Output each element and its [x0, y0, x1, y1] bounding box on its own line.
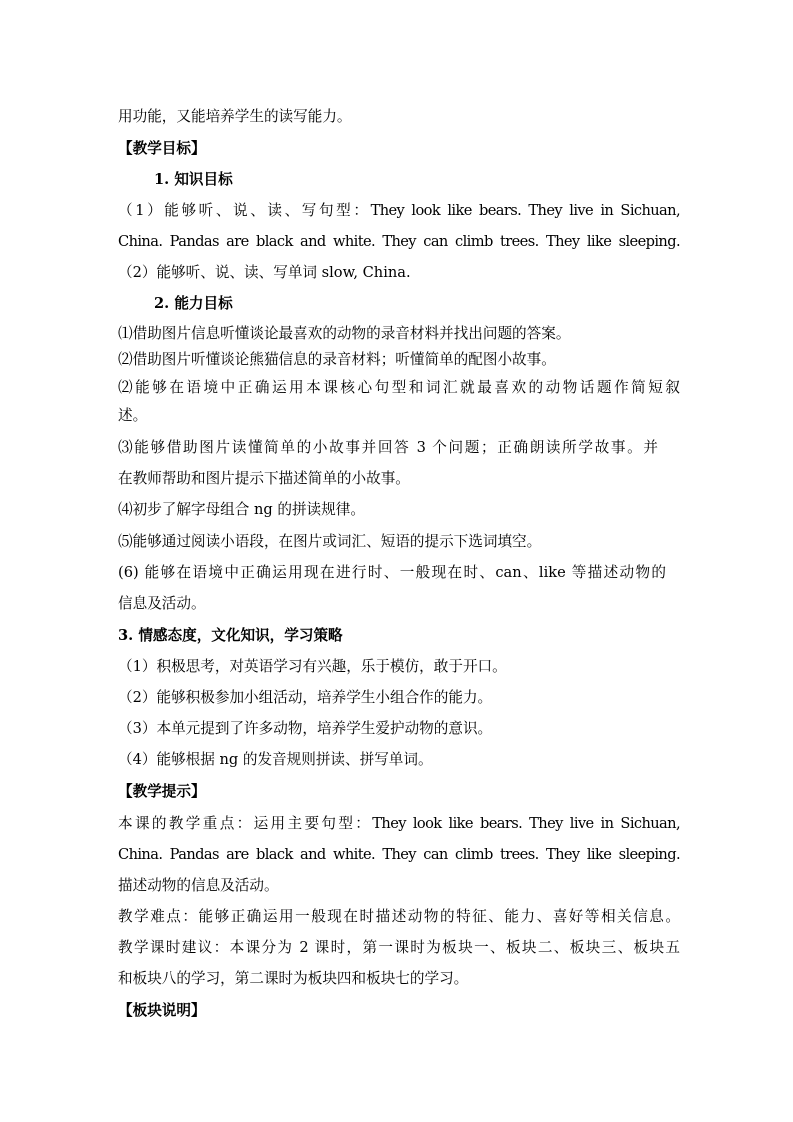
teaching-objectives-heading: 【教学目标】	[118, 140, 206, 157]
section-notes-heading: 【板块说明】	[118, 1002, 206, 1019]
schedule-line-1: 教学课时建议：本课分为 2 课时，第一课时为板块一、板块二、板块三、板块五	[118, 939, 680, 956]
attitude-item: （3）本单元提到了许多动物，培养学生爱护动物的意识。	[118, 720, 493, 737]
ability-item: ⑴借助图片信息听懂谈论最喜欢的动物的录音材料并找出问题的答案。	[118, 325, 571, 342]
ability-item: ⑷初步了解字母组合 ng 的拼读规律。	[118, 501, 365, 518]
ability-item: ⑶能够借助图片读懂简单的小故事并回答 3 个问题；正确朗读所学故事。并	[118, 439, 658, 456]
ability-item: ⑵能够在语境中正确运用本课核心句型和词汇就最喜欢的动物话题作简短叙	[118, 379, 680, 396]
difficulty-line: 教学难点：能够正确运用一般现在时描述动物的特征、能力、喜好等相关信息。	[118, 908, 680, 925]
attitude-objectives-title: 3. 情感态度，文化知识，学习策略	[118, 627, 343, 644]
schedule-line-2: 和板块八的学习，第二课时为板块四和板块七的学习。	[118, 970, 469, 987]
ability-item: 述。	[118, 407, 148, 424]
teaching-tips-heading: 【教学提示】	[118, 783, 206, 800]
knowledge-item-1-line-1: （1）能够听、说、读、写句型：They look like bears. They live in Sichuan,	[118, 202, 680, 219]
ability-item: 在教师帮助和图片提示下描述简单的小故事。	[118, 470, 410, 487]
ability-item: 信息及活动。	[118, 595, 206, 612]
ability-item: ⑸能够通过阅读小语段，在图片或词汇、短语的提示下选词填空。	[118, 533, 542, 550]
key-point-line-3: 描述动物的信息及活动。	[118, 877, 279, 894]
knowledge-item-1-line-2: China. Pandas are black and white. They can climb trees. They like sleeping.	[118, 233, 680, 250]
ability-item: ⑵借助图片听懂谈论熊猫信息的录音材料；听懂简单的配图小故事。	[118, 351, 556, 368]
attitude-item: （1）积极思考，对英语学习有兴趣，乐于模仿，敢于开口。	[118, 658, 507, 675]
knowledge-item-2: （2）能够听、说、读、写单词 slow, China.	[118, 264, 411, 281]
ability-objectives-title: 2. 能力目标	[154, 295, 233, 312]
ability-item: (6) 能够在语境中正确运用现在进行时、一般现在时、can、like 等描述动物的	[118, 564, 666, 581]
key-point-line-1: 本课的教学重点：运用主要句型：They look like bears. They live in Sichuan,	[118, 815, 680, 832]
attitude-item: （4）能够根据 ng 的发音规则拼读、拼写单词。	[118, 751, 433, 768]
attitude-item: （2）能够积极参加小组活动，培养学生小组合作的能力。	[118, 689, 493, 706]
intro-tail: 用功能，又能培养学生的读写能力。	[118, 108, 352, 125]
knowledge-objectives-title: 1. 知识目标	[154, 171, 233, 188]
key-point-line-2: China. Pandas are black and white. They can climb trees. They like sleeping.	[118, 846, 680, 863]
